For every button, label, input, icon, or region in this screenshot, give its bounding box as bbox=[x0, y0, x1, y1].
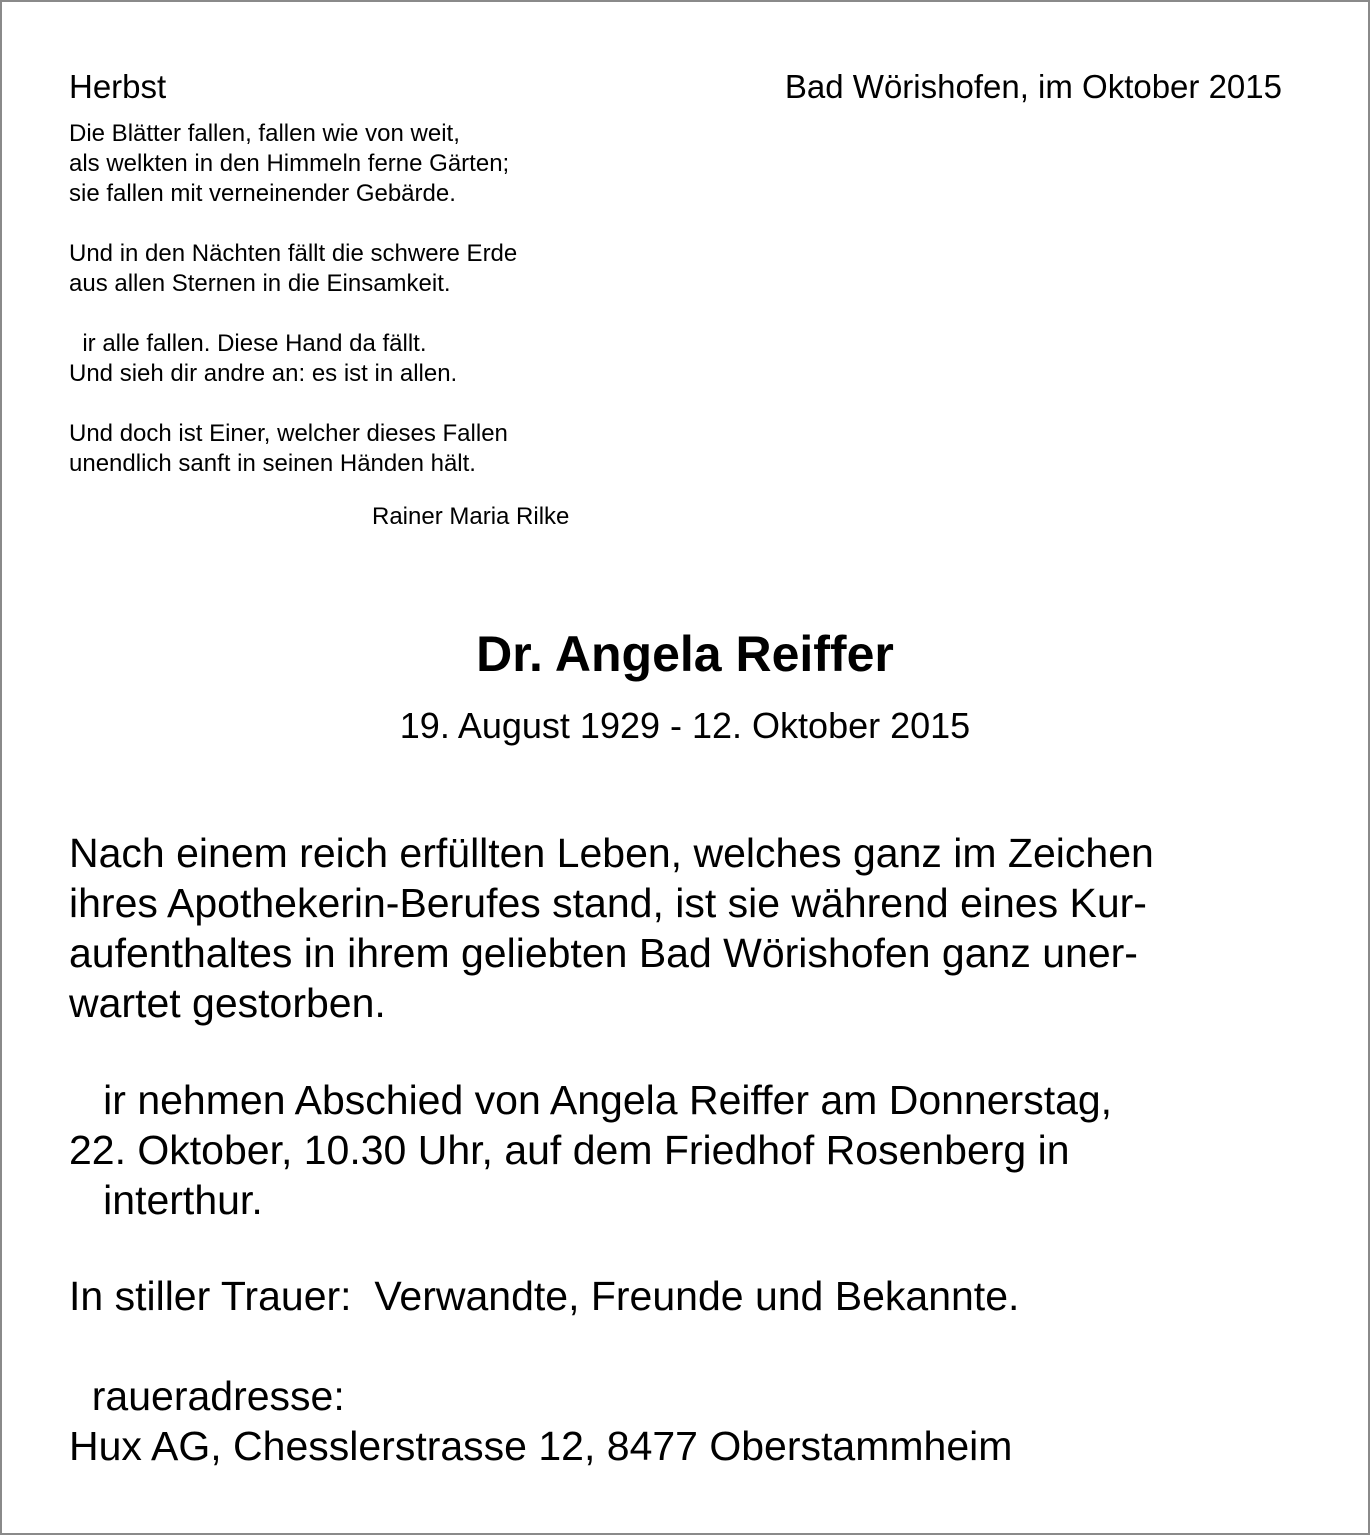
poem-stanza-1 bbox=[69, 119, 509, 209]
poem-line: Die Blätter fallen, fallen wie von weit, bbox=[69, 120, 460, 147]
deceased-name: Dr. Angela Reiffer bbox=[476, 626, 894, 682]
poem-stanza-2 bbox=[69, 239, 517, 299]
paragraph-line: interthur. bbox=[69, 1177, 263, 1223]
poem-stanza-3 bbox=[69, 329, 457, 389]
life-dates: 19. August 1929 - 12. Oktober 2015 bbox=[399, 705, 971, 746]
poem-stanza-4 bbox=[69, 419, 508, 479]
paragraph-line: 22. Oktober, 10.30 Uhr, auf dem Friedhof Rosenberg in bbox=[69, 1127, 1070, 1173]
poem-line: aus allen Sternen in die Einsamkeit. bbox=[69, 270, 451, 297]
paragraph-line: wartet gestorben. bbox=[69, 980, 386, 1026]
paragraph-line: Nach einem reich erfüllten Leben, welches ganz im Zeichen bbox=[69, 830, 1154, 876]
paragraph-line: aufenthaltes in ihrem geliebten Bad Wörishofen ganz uner- bbox=[69, 930, 1138, 976]
mourning-address bbox=[69, 1371, 1012, 1471]
poem-line: als welkten in den Himmeln ferne Gärten; bbox=[69, 150, 510, 177]
paragraph-line: ir nehmen Abschied von Angela Reiffer am Donnerstag, bbox=[69, 1077, 1113, 1123]
farewell-paragraph bbox=[69, 1075, 1112, 1225]
poem-author: Rainer Maria Rilke bbox=[372, 503, 570, 530]
mourners-line bbox=[69, 1271, 1019, 1321]
obituary-paragraph bbox=[69, 828, 1154, 1028]
poem-line: Und doch ist Einer, welcher dieses Fallen bbox=[69, 420, 508, 447]
poem-line: Und sieh dir andre an: es ist in allen. bbox=[69, 360, 458, 387]
paragraph-line: ihres Apothekerin-Berufes stand, ist sie während eines Kur- bbox=[69, 880, 1147, 926]
mourners-text: In stiller Trauer: Verwandte, Freunde und Bekannte. bbox=[69, 1273, 1020, 1319]
poem-line: Und in den Nächten fällt die schwere Erde bbox=[69, 240, 518, 267]
address-text: Hux AG, Chesslerstrasse 12, 8477 Oberstammheim bbox=[69, 1423, 1013, 1469]
place-date: Bad Wörishofen, im Oktober 2015 bbox=[784, 68, 1282, 105]
poem-title: Herbst bbox=[69, 68, 167, 105]
poem-line: unendlich sanft in seinen Händen hält. bbox=[69, 450, 476, 477]
poem-line: ir alle fallen. Diese Hand da fällt. bbox=[69, 330, 427, 357]
poem-line: sie fallen mit verneinender Gebärde. bbox=[69, 180, 456, 207]
address-label: raueradresse: bbox=[69, 1373, 345, 1419]
